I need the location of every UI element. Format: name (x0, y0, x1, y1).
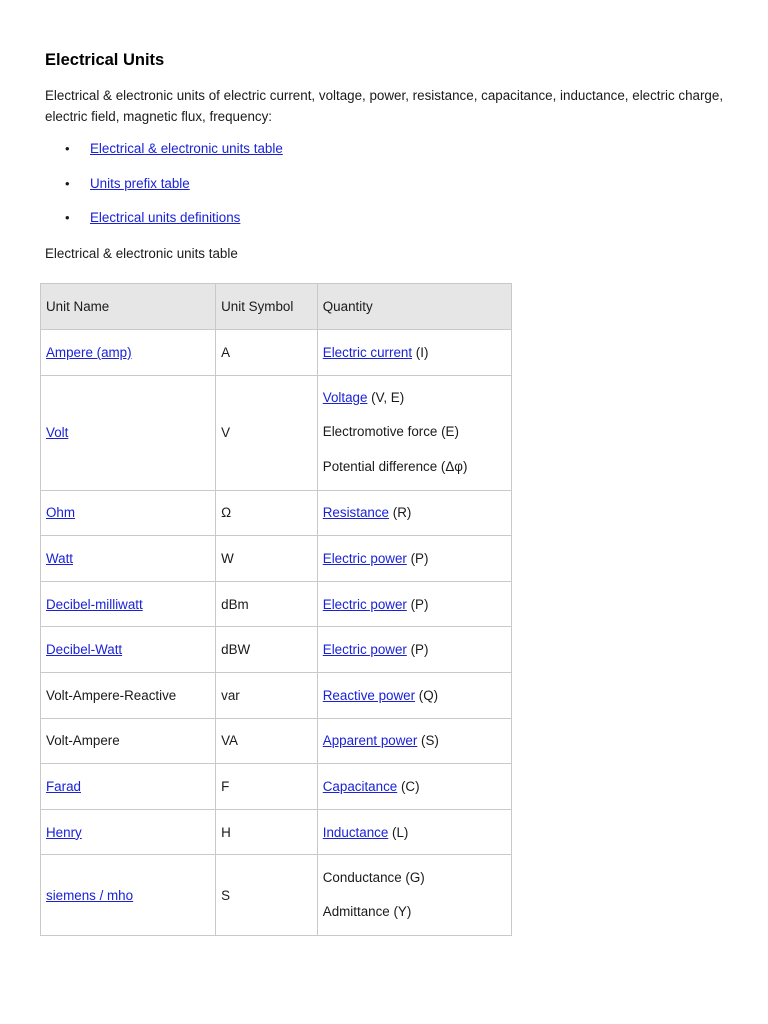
table-row (41, 672, 512, 718)
cell-unit-symbol: var (216, 672, 318, 718)
link-prefix-table[interactable]: Units prefix table (90, 175, 190, 191)
cell-unit-name: Volt-Ampere-Reactive (41, 672, 216, 718)
quantity-symbol: (Q) (415, 687, 439, 703)
cell-unit-symbol: A (216, 330, 318, 376)
quantity-symbol: (P) (406, 550, 429, 566)
list-item (45, 208, 728, 243)
quantity-line (323, 688, 438, 703)
table-row (41, 855, 512, 936)
quantity-symbol: (L) (388, 824, 409, 840)
header-unit-symbol: Unit Symbol (216, 284, 318, 330)
quantity-link[interactable]: Resistance (322, 505, 390, 521)
unit-name-link[interactable]: Henry (46, 824, 82, 840)
link-definitions[interactable]: Electrical units definitions (90, 210, 241, 225)
quantity-symbol: (V, E) (367, 389, 405, 405)
quantity-line (323, 345, 429, 360)
link-units-table[interactable]: Electrical & electronic units table (90, 141, 283, 156)
document-page (0, 0, 768, 264)
cell-unit-symbol: S (216, 855, 318, 936)
cell-unit-name: Volt-Ampere (41, 718, 216, 764)
cell-unit-name (41, 855, 216, 936)
table-caption: Electrical & electronic units table (45, 245, 238, 261)
cell-unit-name (41, 330, 216, 376)
quantity-line (323, 779, 420, 794)
bullet-icon: • (65, 141, 70, 156)
quantity-line (323, 415, 506, 450)
unit-name-link[interactable]: siemens / mho (46, 887, 134, 903)
cell-quantity (317, 718, 511, 764)
table-header-row (41, 284, 512, 330)
unit-name-link[interactable]: Ampere (amp) (46, 344, 132, 360)
table-row (41, 330, 512, 376)
cell-unit-name (41, 809, 216, 855)
cell-unit-name (41, 536, 216, 582)
cell-quantity (317, 375, 511, 490)
table-row (41, 375, 512, 490)
quantity-link[interactable]: Electric power (322, 596, 407, 612)
unit-name-link[interactable]: Decibel-milliwatt (46, 596, 143, 612)
quantity-link[interactable]: Inductance (322, 824, 389, 840)
list-item (45, 139, 728, 174)
quantity-line (323, 895, 506, 930)
table-row (41, 627, 512, 673)
cell-unit-symbol: V (216, 375, 318, 490)
quantity-link[interactable]: Reactive power (322, 687, 416, 703)
cell-quantity (317, 627, 511, 673)
table-row (41, 764, 512, 810)
cell-unit-name (41, 490, 216, 536)
bullet-icon: • (65, 175, 70, 191)
quantity-symbol: (I) (412, 344, 429, 360)
unit-name-link[interactable]: Farad (46, 778, 81, 794)
quantity-line (323, 825, 409, 840)
quantity-line (323, 450, 506, 485)
quantity-link[interactable]: Apparent power (322, 733, 418, 749)
table-body (41, 330, 512, 936)
quantity-line (323, 551, 429, 566)
quantity-link[interactable]: Electric power (322, 550, 407, 566)
quantity-line (323, 381, 506, 416)
cell-unit-symbol: H (216, 809, 318, 855)
unit-name-link[interactable]: Watt (46, 550, 74, 566)
units-table (40, 283, 512, 936)
cell-unit-symbol: VA (216, 718, 318, 764)
quantity-text: Admittance (Y) (322, 904, 412, 920)
table-row (41, 490, 512, 536)
quantity-text: Conductance (G) (322, 869, 425, 885)
cell-quantity (317, 764, 511, 810)
quantity-link[interactable]: Capacitance (322, 778, 398, 794)
list-item (45, 174, 728, 209)
quantity-line (323, 505, 412, 520)
quantity-text: Potential difference (Δφ) (322, 458, 468, 474)
quantity-link[interactable]: Electric current (322, 344, 413, 360)
cell-quantity (317, 536, 511, 582)
unit-name-link[interactable]: Ohm (46, 505, 76, 521)
link-list (45, 139, 728, 243)
cell-quantity (317, 672, 511, 718)
cell-unit-name (41, 627, 216, 673)
quantity-symbol: (P) (406, 596, 429, 612)
quantity-line (323, 642, 429, 657)
quantity-symbol: (S) (417, 733, 439, 749)
quantity-symbol: (P) (406, 642, 429, 658)
header-quantity: Quantity (317, 284, 511, 330)
cell-quantity (317, 581, 511, 627)
quantity-text: Electromotive force (E) (322, 424, 459, 440)
quantity-symbol: (C) (397, 778, 420, 794)
cell-quantity (317, 490, 511, 536)
cell-quantity (317, 809, 511, 855)
bullet-icon: • (65, 210, 70, 225)
cell-unit-symbol: F (216, 764, 318, 810)
cell-unit-name (41, 764, 216, 810)
quantity-link[interactable]: Electric power (322, 642, 407, 658)
quantity-symbol: (R) (389, 505, 412, 521)
quantity-line (323, 733, 439, 748)
page-title: Electrical Units (45, 51, 165, 69)
intro-paragraph: Electrical & electronic units of electric current, voltage, power, resistance, capacitance, inductance, electric charge, electric field, magnetic flux, frequency: (45, 88, 724, 124)
quantity-line (323, 597, 429, 612)
cell-unit-symbol: Ω (216, 490, 318, 536)
quantity-link[interactable]: Voltage (322, 389, 368, 405)
table-row (41, 809, 512, 855)
table-row (41, 718, 512, 764)
unit-name-link[interactable]: Volt (46, 425, 69, 441)
cell-unit-symbol: dBm (216, 581, 318, 627)
header-unit-name: Unit Name (41, 284, 216, 330)
cell-unit-name (41, 581, 216, 627)
table-row (41, 536, 512, 582)
cell-quantity (317, 330, 511, 376)
cell-quantity (317, 855, 511, 936)
cell-unit-symbol: dBW (216, 627, 318, 673)
quantity-line (323, 861, 506, 896)
unit-name-link[interactable]: Decibel-Watt (46, 642, 123, 658)
cell-unit-name (41, 375, 216, 490)
table-row (41, 581, 512, 627)
cell-unit-symbol: W (216, 536, 318, 582)
